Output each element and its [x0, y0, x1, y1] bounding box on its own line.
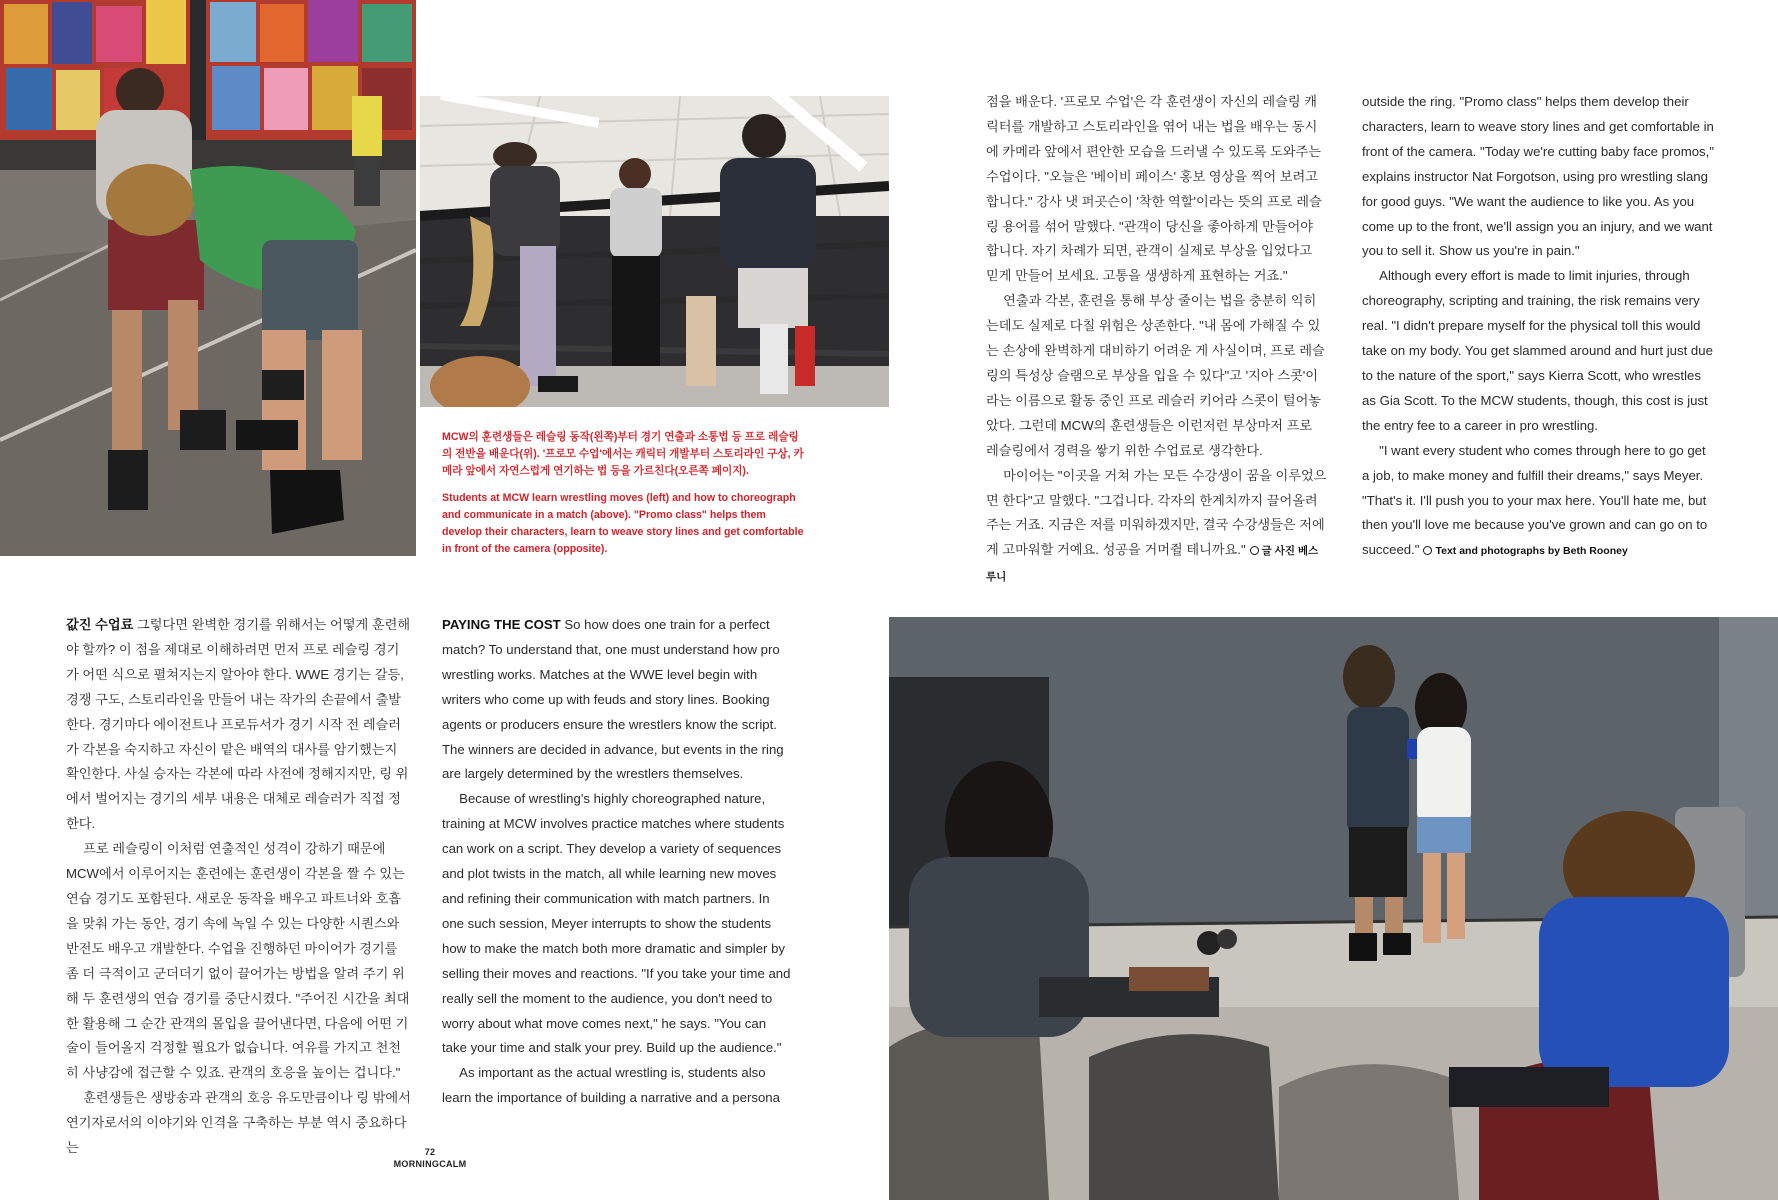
english-right-paragraph-3: "I want every student who comes through here to go get a job, to make money and fulfill their dreams," says Meyer. "That's it. I'll push you to your max here. You'll hate me, but then you'll love me because you've grown and can go on to succeed." — [1362, 442, 1708, 558]
page-number: 72 — [424, 1147, 436, 1157]
korean-section-heading: 값진 수업료 — [66, 617, 134, 632]
page-folio — [380, 1146, 480, 1170]
photo-wrestling-moves — [0, 0, 416, 556]
english-section-heading: PAYING THE COST — [442, 617, 561, 632]
korean-credit: 글 사진 베스 루니 — [986, 545, 1319, 584]
english-right-paragraph-1: outside the ring. "Promo class" helps them develop their characters, learn to weave story lines and get comfortable in front of the camera. "Today we're cutting baby face promos," explains instructor Nat Forgotson, using pro wrestling slang for good guys. "We want the audience to like you. As you come up to the front, we'll assign you an injury, and we want you to sell it. Show us you're in pain." — [1362, 94, 1714, 259]
english-credit: Text and photographs by Beth Rooney — [1435, 545, 1628, 558]
photo-ring-choreography — [420, 96, 889, 407]
english-left-paragraph-1: So how does one train for a perfect match? To understand that, one must understand how pro wrestling works. Matches at the WWE level begin with writers who come up with feuds and story lines. Booking agents or producers ensure the wrestlers know the script. The winners are decided in advance, but events in the ring are largely determined by the wrestlers themselves. — [442, 617, 784, 782]
korean-column-left — [66, 613, 411, 1161]
korean-right-paragraph-3: 마이어는 "이곳을 거쳐 가는 모든 수강생이 꿈을 이루었으면 한다"고 말했다. "그겁니다. 각자의 한계치까지 끌어올려 주는 거죠. 지금은 저를 미워하겠지만, 결국 수강생들은 저에게 고마워할 거예요. 성공을 거머쥘 테니까요." — [986, 467, 1327, 558]
korean-left-paragraph-2: 프로 레슬링이 이처럼 연출적인 성격이 강하기 때문에 MCW에서 이루어지는 훈련에는 훈련생이 각본을 짤 수 있는 연습 경기도 포함된다. 새로운 동작을 배우고 파트너와 호흡을 맞춰 가는 동안, 경기 속에 녹일 수 있는 다양한 시퀀스와 반전도 배우고 개발한다. 수업을 진행하던 마이어가 경기를 좀 더 극적이고 군더더기 없이 끌어가는 방법을 알려 주기 위해 두 훈련생의 연습 경기를 중단시켰다. "주어진 시간을 최대한 활용해 그 순간 관객의 몰입을 끌어낸다면, 다음에 어떤 기술이 들어올지 걱정할 필요가 없습니다. 여유를 가지고 천천히 사냥감에 접근할 수 있죠. 관객의 호응을 높이는 겁니다." — [66, 841, 410, 1081]
korean-right-paragraph-1: 점을 배운다. '프로모 수업'은 각 훈련생이 자신의 레슬링 캐릭터를 개발하고 스토리라인을 엮어 내는 법을 배우는 동시에 카메라 앞에서 편안한 모습을 드러낼 수 있도록 도와주는 수업이다. "오늘은 '베이비 페이스' 홍보 영상을 찍어 보려고 합니다." 강사 냇 퍼곳슨이 '착한 역할'이라는 뜻의 프로 레슬링 용어를 섞어 말했다. "관객이 당신을 좋아하게 만들어야 합니다. 자기 차례가 되면, 관객이 실제로 부상을 입었다고 믿게 만들어 보세요. 고통을 생생하게 표현하는 거죠." — [986, 94, 1322, 284]
camera-icon — [1250, 546, 1259, 555]
photo-promo-class — [889, 617, 1778, 1200]
camera-icon — [1423, 546, 1432, 555]
korean-left-paragraph-1: 그렇다면 완벽한 경기를 위해서는 어떻게 훈련해야 할까? 이 점을 제대로 이해하려면 먼저 프로 레슬링 경기가 어떤 식으로 펼쳐지는지 알아야 한다. WWE 경기는 갈등, 경쟁 구도, 스토리라인을 만들어 내는 작가의 손끝에서 출발한다. 경기마다 에이전트나 프로듀서가 경기 시작 전 레슬러가 각본을 숙지하고 자신이 맡은 배역의 대사를 암기했는지 확인한다. 사실 승자는 각본에 따라 사전에 정해지지만, 링 위에서 벌어지는 경기의 세부 내용은 대체로 레슬러가 직접 정한다. — [66, 617, 411, 832]
english-left-paragraph-2: Because of wrestling's highly choreographed nature, training at MCW involves practice matches where students can work on a script. They develop a variety of sequences and plot twists in the match, all while learning new moves and refining their communication with match partners. In one such session, Meyer interrupts to show the students how to make the match both more dramatic and simpler by selling their moves and reactions. "If you take your time and really sell the moment to the audience, you don't need to worry about what move comes next," he says. "You can take your time and stalk your prey. Build up the audience." — [442, 791, 791, 1056]
korean-column-right — [986, 90, 1328, 590]
caption-english: Students at MCW learn wrestling moves (left) and how to choreograph and communicate in a match (above). "Promo class" helps them develop their characters, learn to weave story lines and get comfortable in front of the camera (opposite). — [442, 492, 804, 555]
english-column-left — [442, 613, 794, 1111]
korean-right-paragraph-2: 연출과 각본, 훈련을 통해 부상 줄이는 법을 충분히 익히는데도 실제로 다칠 위험은 상존한다. "내 몸에 가해질 수 있는 손상에 완벽하게 대비하기 어려운 게 사실이며, 프로 레슬링의 특성상 슬램으로 부상을 입을 수 있다"고 '지아 스콧'이라는 이름으로 활동 중인 프로 레슬러 키어라 스콧이 털어놓았다. 그런데 MCW의 훈련생들은 이런저런 부상마저 프로 레슬링에서 경력을 쌓기 위한 수업료로 생각한다. — [986, 293, 1325, 458]
magazine-name: MORNINGCALM — [393, 1159, 467, 1169]
english-right-paragraph-2: Although every effort is made to limit injuries, through choreography, scripting and training, the risk remains very real. "I didn't prepare myself for the physical toll this would take on my body. You get slammed around and hurt just due to the nature of the sport," says Kierra Scott, who wrestles as Gia Scott. To the MCW students, though, this cost is just the entry fee to a career in pro wrestling. — [1362, 268, 1713, 433]
english-left-paragraph-3: As important as the actual wrestling is, students also learn the importance of building a narrative and a persona — [442, 1065, 780, 1106]
caption-korean: MCW의 훈련생들은 레슬링 동작(왼쪽)부터 경기 연출과 소통법 등 프로 레슬링의 전반을 배운다(위). '프로모 수업'에서는 캐릭터 개발부터 스토리라인 구상, 카메라 앞에서 자연스럽게 연기하는 법 등을 가르친다(오른쪽 페이지). — [442, 431, 804, 477]
english-column-right — [1362, 90, 1714, 564]
korean-left-paragraph-3: 훈련생들은 생방송과 관객의 호응 유도만큼이나 링 밖에서 연기자로서의 이야기와 인격을 구축하는 부분 역시 중요하다는 — [66, 1090, 411, 1156]
photo-caption — [442, 429, 804, 568]
